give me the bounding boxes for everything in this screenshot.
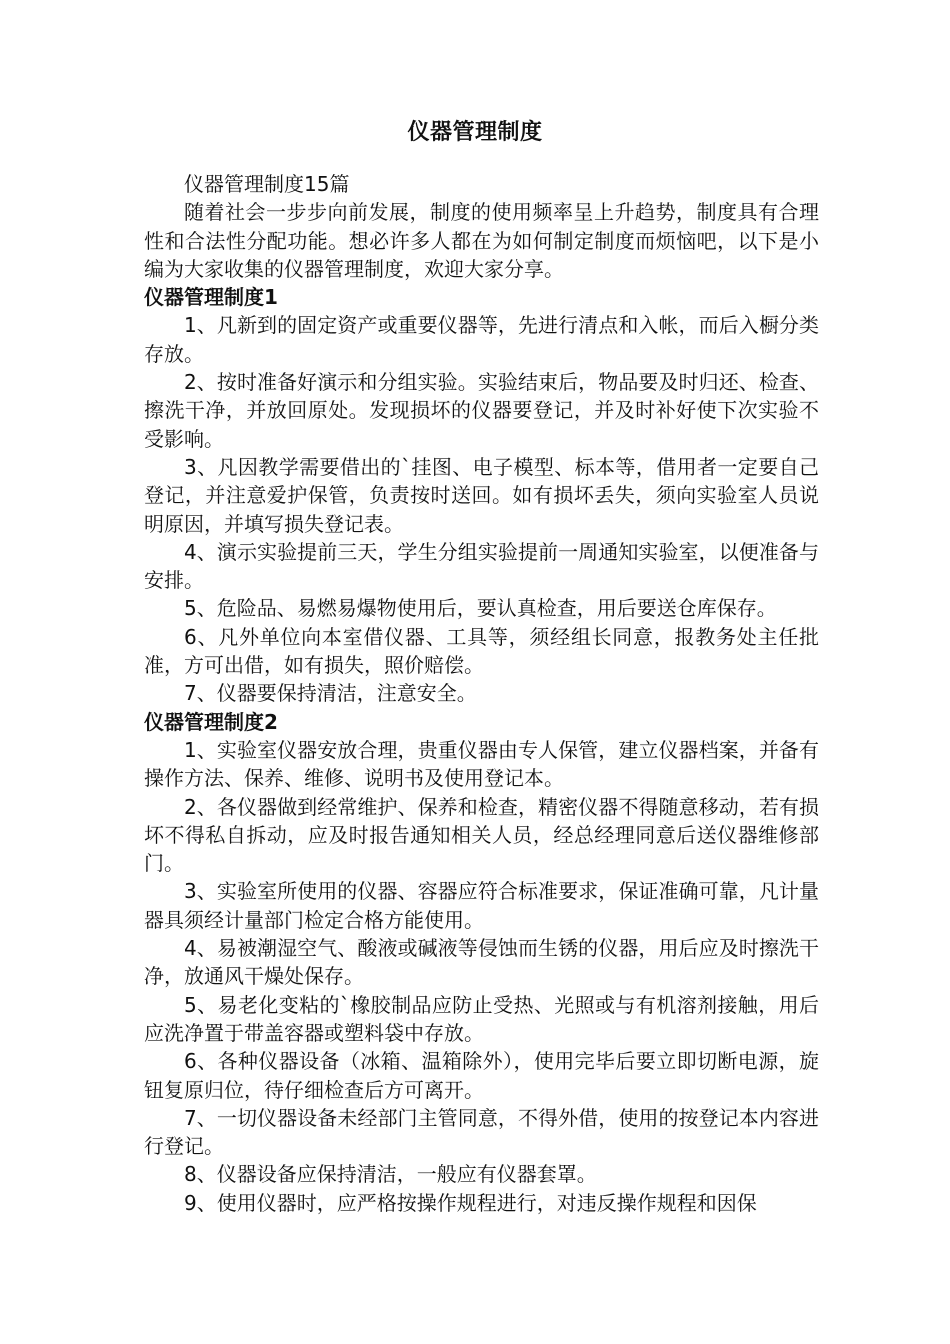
document-title: 仪器管理制度 bbox=[407, 120, 543, 145]
document-body bbox=[144, 170, 819, 1217]
section-heading-2: 仪器管理制度2 bbox=[144, 709, 278, 734]
section-1-item-2: 2、按时准备好演示和分组实验。实验结束后，物品要及时归还、检查、擦洗干净，并放回原处。发现损坏的仪器要登记，并及时补好使下次实验不受影响。 bbox=[144, 370, 819, 451]
section-2-item-3: 3、实验室所使用的仪器、容器应符合标准要求，保证准确可靠，凡计量器具须经计量部门检定合格方能使用。 bbox=[144, 879, 819, 932]
section-1-item-5: 5、危险品、易燃易爆物使用后，要认真检查，用后要送仓库保存。 bbox=[184, 596, 777, 621]
section-1-item-6: 6、凡外单位向本室借仪器、工具等，须经组长同意，报教务处主任批准，方可出借，如有损失，照价赔偿。 bbox=[144, 624, 819, 678]
intro-paragraph: 随着社会一步步向前发展，制度的使用频率呈上升趋势，制度具有合理性和合法性分配功能。想必许多人都在为如何制定制度而烦恼吧，以下是小编为大家收集的仪器管理制度，欢迎大家分享。 bbox=[144, 200, 819, 281]
section-2-item-7: 7、一切仪器设备未经部门主管同意，不得外借，使用的按登记本内容进行登记。 bbox=[144, 1105, 819, 1159]
section-2-item-9: 9、使用仪器时，应严格按操作规程进行，对违反操作规程和因保 bbox=[184, 1190, 757, 1215]
document-subtitle: 仪器管理制度15篇 bbox=[184, 172, 350, 196]
section-1-item-1: 1、凡新到的固定资产或重要仪器等，先进行清点和入帐，而后入橱分类存放。 bbox=[144, 313, 819, 366]
section-2-item-5: 5、易老化变粘的`橡胶制品应防止受热、光照或与有机溶剂接触，用后应洗净置于带盖容器或塑料袋中存放。 bbox=[144, 992, 819, 1045]
section-heading-1: 仪器管理制度1 bbox=[144, 285, 278, 310]
section-2-item-1: 1、实验室仪器安放合理，贵重仪器由专人保管，建立仪器档案，并备有操作方法、保养、维修、说明书及使用登记本。 bbox=[144, 737, 819, 791]
section-2-item-2: 2、各仪器做到经常维护、保养和检查，精密仪器不得随意移动，若有损坏不得私自拆动，应及时报告通知相关人员，经总经理同意后送仪器维修部门。 bbox=[144, 794, 819, 876]
section-1-item-3: 3、凡因教学需要借出的`挂图、电子模型、标本等，借用者一定要自己登记，并注意爱护保管，负责按时送回。如有损坏丢失，须向实验室人员说明原因，并填写损失登记表。 bbox=[144, 454, 819, 536]
section-2-item-4: 4、易被潮湿空气、酸液或碱液等侵蚀而生锈的仪器，用后应及时擦洗干净，放通风干燥处保存。 bbox=[144, 936, 819, 989]
section-2-item-8: 8、仪器设备应保持清洁，一般应有仪器套罩。 bbox=[184, 1162, 597, 1187]
section-1-item-7: 7、仪器要保持清洁，注意安全。 bbox=[184, 681, 477, 706]
section-2-item-6: 6、各种仪器设备（冰箱、温箱除外），使用完毕后要立即切断电源，旋钮复原归位，待仔细检查后方可离开。 bbox=[144, 1049, 819, 1102]
section-1-item-4: 4、演示实验提前三天，学生分组实验提前一周通知实验室，以便准备与安排。 bbox=[144, 539, 819, 593]
